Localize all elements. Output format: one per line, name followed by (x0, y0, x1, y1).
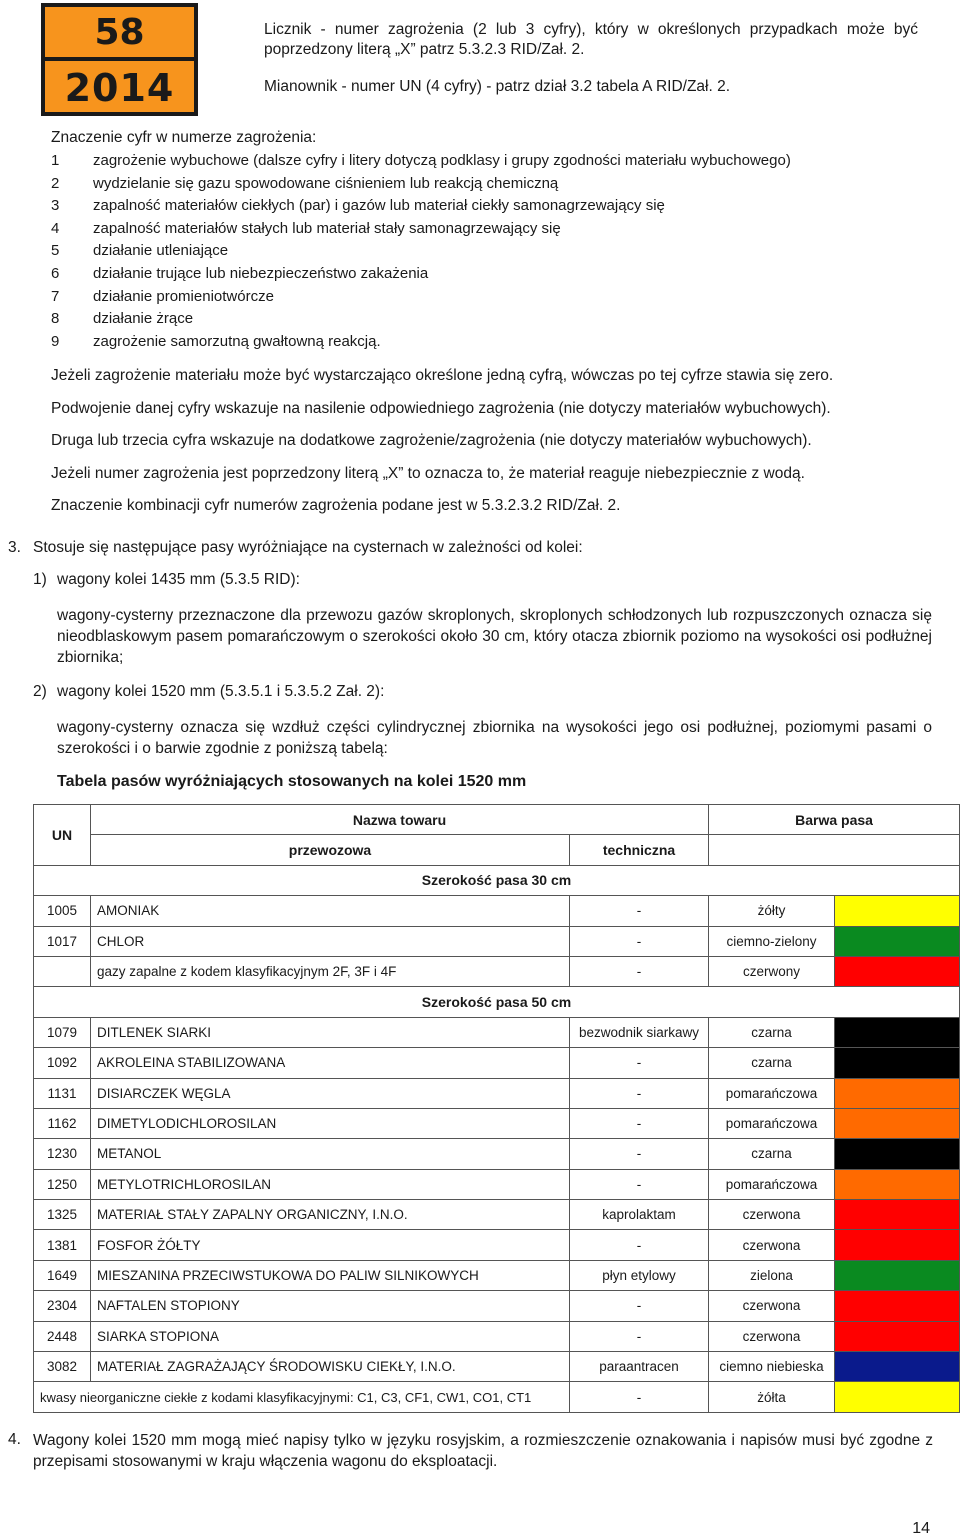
digit-meaning: zapalność materiałów stałych lub materiał stały samonagrzewający się (93, 219, 561, 237)
group-1-label: Szerokość pasa 30 cm (34, 865, 960, 895)
name-cell: kwasy nieorganiczne ciekłe z kodami klasyfikacyjnymi: C1, C3, CF1, CW1, CO1, CT1 (34, 1382, 570, 1412)
color-name-cell: czerwona (709, 1200, 835, 1230)
numerator-description: Licznik - numer zagrożenia (2 lub 3 cyfry), który w określonych przypadkach może być poprzedzony literą „X” patrz 5.3.2.3 RID/Zał. 2. (264, 21, 918, 58)
color-name-cell: zielona (709, 1260, 835, 1290)
technical-name-cell: kaprolaktam (570, 1200, 709, 1230)
color-swatch (835, 1108, 960, 1138)
technical-name-cell: płyn etylowy (570, 1260, 709, 1290)
name-cell: gazy zapalne z kodem klasyfikacyjnym 2F, 3F i 4F (91, 956, 570, 986)
color-swatch (835, 1048, 960, 1078)
digit-meaning: zagrożenie samorzutną gwałtowną reakcją. (93, 332, 381, 350)
color-name-cell: ciemno niebieska (709, 1352, 835, 1382)
color-name-cell: pomarańczowa (709, 1078, 835, 1108)
digit-number: 2 (51, 174, 60, 192)
name-cell: AKROLEINA STABILIZOWANA (91, 1048, 570, 1078)
technical-name-cell: - (570, 1139, 709, 1169)
color-name-cell: ciemno-zielony (709, 926, 835, 956)
note-1: Jeżeli zagrożenie materiału może być wystarczająco określone jedną cyfrą, wówczas po tej cyfrze stawia się zero. (51, 367, 834, 384)
note-3: Druga lub trzecia cyfra wskazuje na dodatkowe zagrożenie/zagrożenia (nie dotyczy materiałów wybuchowych). (51, 432, 812, 449)
un-cell: 1005 (34, 896, 91, 926)
technical-name-cell: - (570, 1078, 709, 1108)
digit-item (51, 263, 931, 286)
digit-number: 1 (51, 152, 60, 169)
un-cell: 1131 (34, 1078, 91, 1108)
technical-name-cell: - (570, 1291, 709, 1321)
group-row (34, 865, 960, 895)
digits-list (51, 150, 931, 353)
table-row (34, 1352, 960, 1382)
digit-meaning: działanie promieniotwórcze (93, 287, 274, 305)
sub1-label: 1) (33, 571, 47, 588)
digit-number: 5 (51, 242, 60, 260)
page-number: 14 (912, 1520, 930, 1537)
digit-item (51, 240, 931, 263)
digit-item (51, 218, 931, 241)
color-name-cell: czerwony (709, 956, 835, 986)
color-name-cell: pomarańczowa (709, 1108, 835, 1138)
technical-name-cell: bezwodnik siarkawy (570, 1017, 709, 1047)
table-row (34, 1321, 960, 1351)
digit-item (51, 331, 931, 354)
color-name-cell: żółty (709, 896, 835, 926)
color-swatch (835, 896, 960, 926)
section-4-text: Wagony kolei 1520 mm mogą mieć napisy tylko w języku rosyjskim, a rozmieszczenie oznakowania i napisów musi być zgodne z przepisami stosowanymi w kraju włączenia wagonu do eksploatacji. (33, 1432, 933, 1470)
notes-block (51, 366, 931, 529)
table-row (34, 1200, 960, 1230)
color-name-cell: czarna (709, 1048, 835, 1078)
name-cell: AMONIAK (91, 896, 570, 926)
color-name-cell: żółta (709, 1382, 835, 1412)
sub2-label: 2) (33, 683, 47, 700)
header-row (34, 805, 960, 835)
color-swatch (835, 1291, 960, 1321)
digit-item (51, 195, 931, 218)
table-row (34, 1017, 960, 1047)
digits-heading: Znaczenie cyfr w numerze zagrożenia: (51, 129, 317, 146)
header-un: UN (34, 805, 91, 866)
table-row (34, 1048, 960, 1078)
un-cell: 1162 (34, 1108, 91, 1138)
note-2: Podwojenie danej cyfry wskazuje na nasilenie odpowiedniego zagrożenia (nie dotyczy materiałów wybuchowych). (51, 399, 831, 417)
sub2-body: wagony-cysterny oznacza się wzdłuż części cylindrycznej zbiornika na wysokości jego osi podłużnej, poziomymi pasami o szerokości i o barwie zgodnie z poniższą tabelą: (57, 719, 932, 757)
digit-number: 6 (51, 264, 60, 282)
name-cell: MATERIAŁ ZAGRAŻAJĄCY ŚRODOWISKU CIEKŁY, I.N.O. (91, 1352, 570, 1382)
sub1-body: wagony-cysterny przeznaczone dla przewozu gazów skroplonych, skroplonych schłodzonych lub rozpuszczonych oznacza się nieodblaskowym pasem pomarańczowym o szerokości około 30 cm, który otacza zbiornik poziomo na wysokości osi podłużnej zbiornika; (57, 607, 932, 666)
color-swatch (835, 1139, 960, 1169)
sub1-title: wagony kolei 1435 mm (5.3.5 RID): (57, 571, 300, 588)
un-cell (34, 956, 91, 986)
name-cell: CHLOR (91, 926, 570, 956)
un-cell: 1250 (34, 1169, 91, 1199)
name-cell: DITLENEK SIARKI (91, 1017, 570, 1047)
color-name-cell: pomarańczowa (709, 1169, 835, 1199)
color-swatch (835, 926, 960, 956)
un-cell: 1649 (34, 1260, 91, 1290)
un-cell: 1230 (34, 1139, 91, 1169)
name-cell: SIARKA STOPIONA (91, 1321, 570, 1351)
un-cell: 2448 (34, 1321, 91, 1351)
section-3-number: 3. (8, 539, 21, 556)
color-swatch (835, 1078, 960, 1108)
digit-meaning: zapalność materiałów ciekłych (par) i gazów lub materiał ciekły samonagrzewający się (93, 197, 665, 215)
name-cell: MATERIAŁ STAŁY ZAPALNY ORGANICZNY, I.N.O. (91, 1200, 570, 1230)
un-cell: 1092 (34, 1048, 91, 1078)
un-cell: 3082 (34, 1352, 91, 1382)
section-3-text: Stosuje się następujące pasy wyróżniające na cysternach w zależności od kolei: (33, 539, 583, 556)
technical-name-cell: - (570, 1048, 709, 1078)
un-cell: 1017 (34, 926, 91, 956)
table-row (34, 956, 960, 986)
technical-name-cell: - (570, 1321, 709, 1351)
digit-number: 4 (51, 219, 60, 237)
color-name-cell: czerwona (709, 1321, 835, 1351)
color-name-cell: czarna (709, 1139, 835, 1169)
note-4: Jeżeli numer zagrożenia jest poprzedzony literą „X” to oznacza to, że materiał reaguje niebezpiecznie z wodą. (51, 464, 805, 482)
table-row (34, 1291, 960, 1321)
color-swatch (835, 1230, 960, 1260)
digit-number: 3 (51, 197, 60, 215)
un-cell: 1381 (34, 1230, 91, 1260)
table-row (34, 1139, 960, 1169)
color-band-table (33, 804, 960, 1413)
technical-name-cell: - (570, 1169, 709, 1199)
table-row (34, 1382, 960, 1412)
plate-un-number: 2014 (64, 66, 175, 110)
digit-number: 7 (51, 287, 60, 305)
table-row (34, 1230, 960, 1260)
technical-name-cell: - (570, 1382, 709, 1412)
table-title: Tabela pasów wyróżniających stosowanych na kolei 1520 mm (57, 773, 527, 790)
digit-meaning: działanie utleniające (93, 242, 229, 260)
digit-number: 9 (51, 332, 60, 350)
header-shipping: przewozowa (91, 835, 570, 865)
digit-meaning: zagrożenie wybuchowe (dalsze cyfry i litery dotyczą podklasy i grupy zgodności materiału wybuchowego) (93, 152, 791, 169)
digit-meaning: wydzielanie się gazu spowodowane ciśnieniem lub reakcją chemiczną (93, 174, 559, 192)
digit-number: 8 (51, 310, 60, 328)
color-swatch (835, 1321, 960, 1351)
header-color-blank (709, 835, 960, 865)
group-2-label: Szerokość pasa 50 cm (34, 987, 960, 1017)
table-row (34, 1169, 960, 1199)
table-row (34, 1078, 960, 1108)
name-cell: MIESZANINA PRZECIWSTUKOWA DO PALIW SILNIKOWYCH (91, 1260, 570, 1290)
header-technical: techniczna (570, 835, 709, 865)
technical-name-cell: paraantracen (570, 1352, 709, 1382)
name-cell: METYLOTRICHLOROSILAN (91, 1169, 570, 1199)
un-cell: 1079 (34, 1017, 91, 1047)
name-cell: DISIARCZEK WĘGLA (91, 1078, 570, 1108)
denominator-description: Mianownik - numer UN (4 cyfry) - patrz dział 3.2 tabela A RID/Zał. 2. (264, 78, 731, 95)
name-cell: DIMETYLODICHLOROSILAN (91, 1108, 570, 1138)
digit-item (51, 173, 931, 196)
note-5: Znaczenie kombinacji cyfr numerów zagrożenia podane jest w 5.3.2.3.2 RID/Zał. 2. (51, 497, 621, 514)
section-4-number: 4. (8, 1431, 21, 1448)
plate-hazard-number: 58 (94, 12, 145, 53)
name-cell: NAFTALEN STOPIONY (91, 1291, 570, 1321)
name-cell: METANOL (91, 1139, 570, 1169)
digit-item (51, 150, 931, 173)
technical-name-cell: - (570, 926, 709, 956)
un-cell: 1325 (34, 1200, 91, 1230)
table-row (34, 1108, 960, 1138)
color-swatch (835, 1017, 960, 1047)
color-swatch (835, 1352, 960, 1382)
group-row (34, 987, 960, 1017)
color-swatch (835, 1382, 960, 1412)
color-name-cell: czarna (709, 1017, 835, 1047)
technical-name-cell: - (570, 956, 709, 986)
technical-name-cell: - (570, 1108, 709, 1138)
name-cell: FOSFOR ŻÓŁTY (91, 1230, 570, 1260)
subheader-row (34, 835, 960, 865)
table-row (34, 896, 960, 926)
color-swatch (835, 1169, 960, 1199)
color-swatch (835, 1200, 960, 1230)
digit-item (51, 286, 931, 309)
header-color: Barwa pasa (709, 805, 960, 835)
header-name: Nazwa towaru (91, 805, 709, 835)
digit-item (51, 308, 931, 331)
color-swatch (835, 956, 960, 986)
table-row (34, 926, 960, 956)
un-cell: 2304 (34, 1291, 91, 1321)
technical-name-cell: - (570, 896, 709, 926)
table-row (34, 1260, 960, 1290)
plate-divider (45, 57, 194, 61)
digit-meaning: działanie trujące lub niebezpieczeństwo zakażenia (93, 264, 429, 282)
technical-name-cell: - (570, 1230, 709, 1260)
color-swatch (835, 1260, 960, 1290)
sub2-title: wagony kolei 1520 mm (5.3.5.1 i 5.3.5.2 Zał. 2): (57, 683, 385, 700)
hazard-plate (41, 3, 198, 116)
color-name-cell: czerwona (709, 1230, 835, 1260)
digit-meaning: działanie żrące (93, 310, 194, 328)
color-name-cell: czerwona (709, 1291, 835, 1321)
